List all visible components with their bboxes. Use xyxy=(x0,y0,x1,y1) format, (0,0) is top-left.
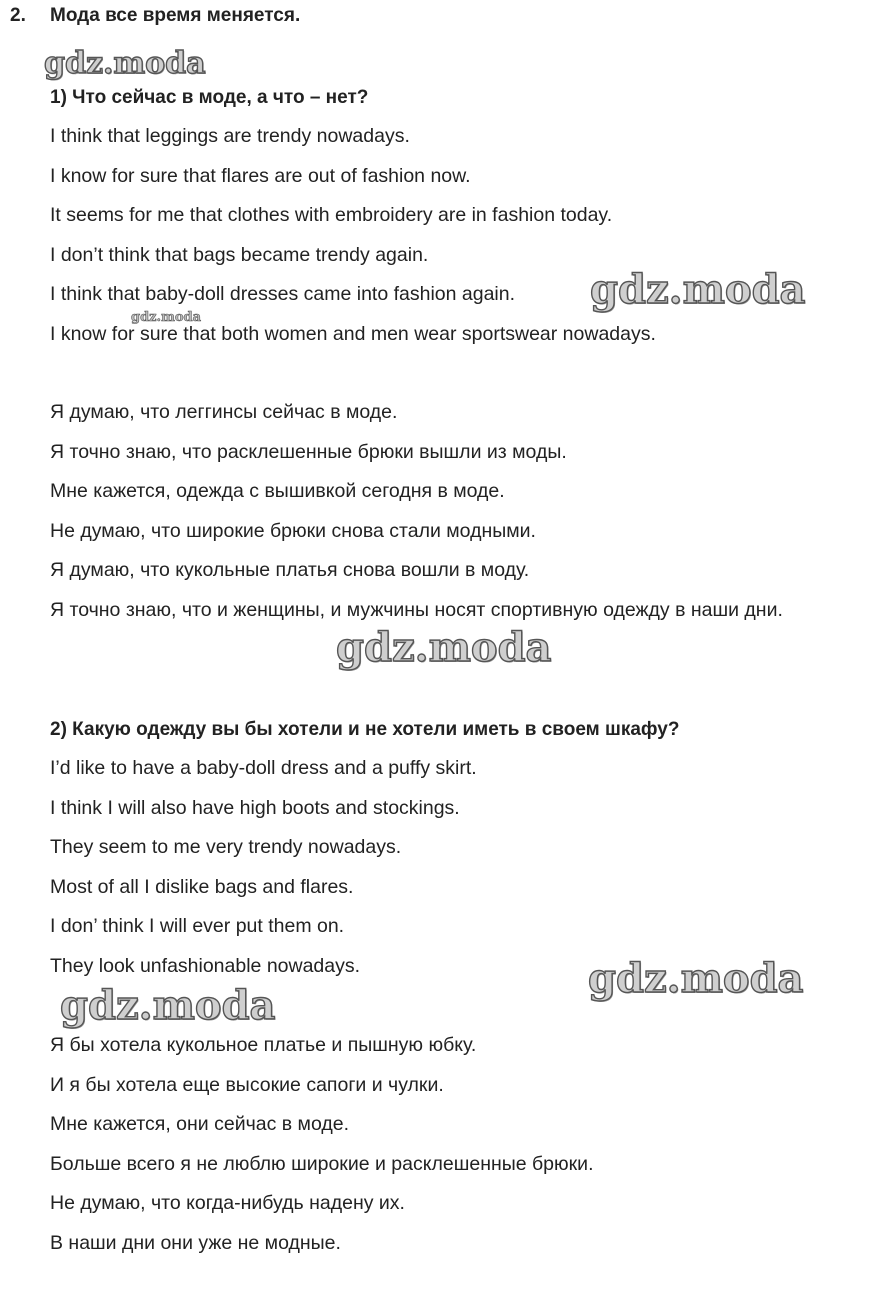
text-line: I think I will also have high boots and stockings. xyxy=(50,796,460,819)
text-line: Я думаю, что кукольные платья снова вошли в моду. xyxy=(50,559,530,581)
text-line: Я думаю, что леггинсы сейчас в моде. xyxy=(50,401,398,423)
text-line: It seems for me that clothes with embroidery are in fashion today. xyxy=(50,204,613,226)
section1-russian xyxy=(50,393,880,630)
text-line: Мне кажется, одежда с вышивкой сегодня в моде. xyxy=(50,480,505,502)
section2-russian xyxy=(50,1026,880,1263)
text-line: I don’ think I will ever put them on. xyxy=(50,915,345,937)
exercise-number: 2. xyxy=(10,5,26,26)
section1-heading: 1) Что сейчас в моде, а что – нет? xyxy=(50,87,369,108)
text-line: Я точно знаю, что и женщины, и мужчины носят спортивную одежду в наши дни. xyxy=(50,598,783,621)
watermark-logo: gdz.moda xyxy=(588,955,804,1002)
text-line: I know for sure that flares are out of fashion now. xyxy=(50,164,471,187)
text-line: Мне кажется, они сейчас в моде. xyxy=(50,1113,350,1135)
text-line: I think that leggings are trendy nowadays. xyxy=(50,125,410,147)
exercise-title-text: Мода все время меняется. xyxy=(50,5,301,26)
text-line: И я бы хотела еще высокие сапоги и чулки. xyxy=(50,1073,444,1096)
text-line: I don’t think that bags became trendy again. xyxy=(50,243,429,266)
text-line: Не думаю, что широкие брюки снова стали модными. xyxy=(50,519,536,542)
text-line: Я точно знаю, что расклешенные брюки вышли из моды. xyxy=(50,440,567,463)
section2-heading: 2) Какую одежду вы бы хотели и не хотели иметь в своем шкафу? xyxy=(50,719,680,740)
text-line: They look unfashionable nowadays. xyxy=(50,954,361,977)
text-line: В наши дни они уже не модные. xyxy=(50,1231,341,1254)
text-line: Я бы хотела кукольное платье и пышную юбку. xyxy=(50,1034,477,1056)
watermark-logo: gdz.moda xyxy=(44,46,206,81)
text-line: Не думаю, что когда-нибудь надену их. xyxy=(50,1192,405,1214)
text-line: Most of all I dislike bags and flares. xyxy=(50,875,354,898)
watermark-logo: gdz.moda xyxy=(131,310,202,325)
text-line: They seem to me very trendy nowadays. xyxy=(50,836,402,858)
text-line: I’d like to have a baby-doll dress and a puffy skirt. xyxy=(50,757,477,779)
section2-english xyxy=(50,749,880,986)
text-line: I think that baby-doll dresses came into fashion again. xyxy=(50,283,516,305)
watermark-logo: gdz.moda xyxy=(60,982,276,1029)
watermark-logo: gdz.moda xyxy=(336,624,552,671)
text-line: I know for sure that both women and men wear sportswear nowadays. xyxy=(50,322,656,345)
watermark-logo: gdz.moda xyxy=(590,266,806,313)
text-line: Больше всего я не люблю широкие и расклешенные брюки. xyxy=(50,1152,594,1175)
exercise-title xyxy=(10,5,300,27)
